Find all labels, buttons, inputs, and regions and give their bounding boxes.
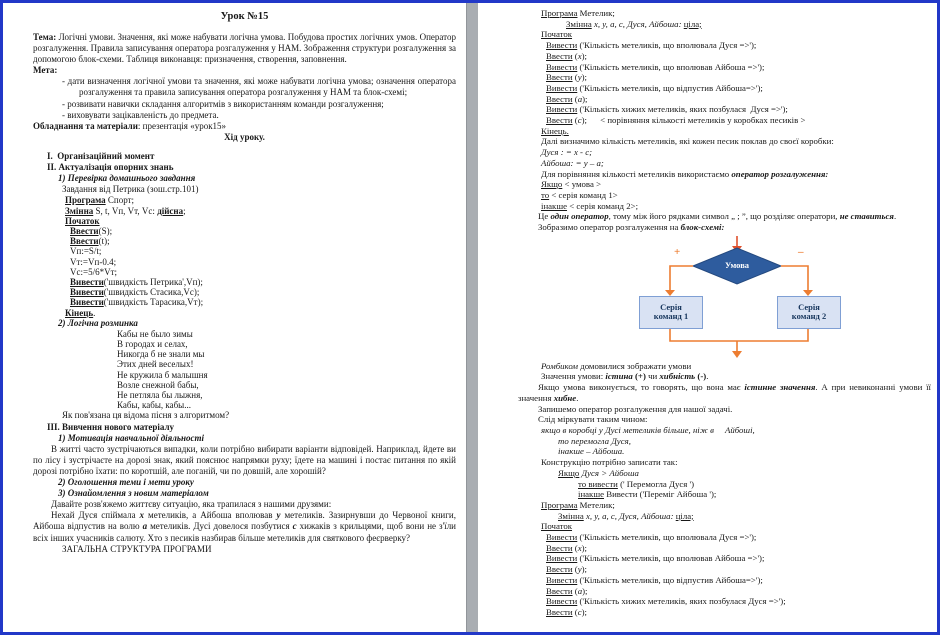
- text-segment: y: [577, 564, 582, 575]
- text-line: [518, 136, 931, 147]
- text-segment: y: [577, 72, 582, 83]
- text-line: [518, 446, 931, 457]
- text-segment: ('Кількість хижих метеликів, яких позбулася Дуся =>');: [577, 596, 786, 607]
- text-line: [518, 19, 931, 30]
- text-line: [518, 543, 931, 554]
- text-segment: S, t, Vп, Vт, Vс:: [93, 205, 158, 216]
- text-segment: Якщо: [541, 179, 563, 190]
- text-segment: інакше: [541, 200, 568, 211]
- text-segment: < серія команд 1>: [549, 189, 618, 200]
- text-line: [518, 169, 931, 180]
- text-segment: домовилися зображати умови: [578, 360, 692, 371]
- text-line: [518, 414, 931, 425]
- text-segment: Кабы, кабы, кабы...: [117, 400, 191, 411]
- structure-caption: [33, 544, 456, 555]
- text-segment: блок-схемі:: [680, 222, 725, 233]
- text-segment: ('Кількість метеликів, що вполював Айбоша =>');: [577, 61, 765, 72]
- text-line: [33, 297, 456, 307]
- text-segment: Кабы не было зимы: [117, 328, 193, 339]
- text-segment: Кінець.: [541, 125, 569, 136]
- subsection-heading: [33, 433, 456, 444]
- text-segment: (' Перемогла Дуся '): [617, 478, 695, 489]
- text-segment: );: [581, 606, 587, 617]
- text-segment: x, y, a, c, Дуся, Айбоша:: [591, 18, 684, 29]
- text-line: [33, 246, 456, 256]
- text-segment: 2) Логічна розминка: [58, 317, 138, 328]
- text-segment: то: [541, 189, 550, 200]
- text-segment: (: [572, 115, 578, 126]
- text-segment: Програма: [541, 499, 578, 510]
- text-line: [518, 521, 931, 532]
- text-segment: y: [276, 510, 281, 521]
- text-segment: 3) Ознайомлення з новим матеріалом: [58, 488, 209, 499]
- text-segment: ('Кількість метеликів, що вполював Айбоша =>');: [577, 553, 765, 564]
- text-segment: (t);: [98, 236, 110, 247]
- text-segment: (: [572, 564, 578, 575]
- text-line: [518, 126, 931, 137]
- false-branch-label: –: [798, 245, 804, 258]
- text-line: [518, 147, 931, 158]
- text-segment: Дуся : = x - c;: [541, 147, 593, 158]
- text-segment: a: [577, 93, 583, 104]
- text-segment: ('швидкість Тарасика,Vт);: [103, 297, 204, 308]
- text-segment: (: [572, 542, 578, 553]
- text-segment: Змінна: [566, 18, 592, 29]
- series-box-1: [639, 296, 703, 329]
- text-segment: Програма: [541, 8, 578, 18]
- text-segment: Це: [538, 211, 551, 222]
- text-segment: c: [577, 115, 582, 126]
- text-segment: Зобразимо оператор розгалуження на: [538, 222, 681, 233]
- lesson-title: [33, 9, 456, 24]
- text-segment: Ввести: [546, 50, 573, 61]
- text-segment: Змінна: [65, 205, 94, 216]
- goal-item: [33, 110, 456, 121]
- text-line: [518, 104, 931, 115]
- page-left: [3, 3, 466, 632]
- goal-item: [33, 76, 456, 98]
- text-segment: Хід уроку.: [224, 131, 265, 142]
- text-segment: (: [572, 93, 578, 104]
- text-line: [518, 361, 931, 372]
- text-segment: III. Вивчення нового матеріалу: [47, 421, 175, 432]
- text-segment: Для порівняння кількості метеликів використаємо: [541, 168, 732, 179]
- text-segment: Ввести: [546, 564, 573, 575]
- text-segment: дійсна: [157, 205, 184, 216]
- text-segment: ('Кількість метеликів, що відпустив Айбоша=>');: [577, 82, 763, 93]
- text-segment: );: [581, 564, 587, 575]
- text-line: [518, 29, 931, 40]
- text-segment: Нехай Дуся спіймала: [51, 510, 140, 521]
- text-line: [33, 499, 456, 510]
- text-line: [518, 596, 931, 607]
- text-segment: Возле снежной бабы,: [117, 379, 199, 390]
- text-segment: 1) Перевірка домашнього завдання: [58, 173, 196, 184]
- text-line: [518, 8, 931, 19]
- true-branch-line: [670, 266, 693, 291]
- text-line: [518, 62, 931, 73]
- goal-label: [33, 65, 456, 76]
- text-segment: );: [582, 585, 588, 596]
- text-line: [518, 371, 931, 382]
- text-segment: ('швидкість Петрика',Vп);: [103, 276, 203, 287]
- page-right-content-bottom: [518, 361, 931, 618]
- text-segment: .: [576, 392, 579, 403]
- text-segment: I. Організаційний момент: [47, 150, 155, 161]
- text-segment: Якщо умова виконується, то говорять, що вона має: [538, 382, 745, 393]
- text-segment: Урок №15: [220, 11, 269, 22]
- text-line: [518, 158, 931, 169]
- text-segment: < умова >: [562, 179, 602, 190]
- text-line: [518, 425, 931, 436]
- text-segment: II. Актуалізація опорних знань: [47, 162, 174, 173]
- text-line: [518, 83, 931, 94]
- subsection-heading: [33, 488, 456, 499]
- text-segment: Конструкцію потрібно записати так:: [541, 457, 678, 468]
- text-line: [33, 206, 456, 216]
- text-line: [518, 404, 931, 415]
- text-segment: Vт:=Vп-0.4;: [70, 256, 117, 267]
- series-box-1-label: Серія команд 1: [653, 301, 689, 322]
- text-segment: c: [577, 606, 582, 617]
- text-segment: Початок: [541, 29, 573, 40]
- text-segment: Ввести: [546, 93, 573, 104]
- text-line: [33, 510, 456, 543]
- text-segment: Ввести: [70, 236, 99, 247]
- text-segment: хижаків з крильцями, щоб вони не з'їли всіх інших учасників салюту. Хто з песиків назбирав більше метеликів для святкового феєрверку?: [33, 521, 456, 543]
- text-line: [518, 382, 931, 403]
- text-segment: a: [142, 521, 148, 532]
- text-segment: ('Кількість хижих метеликів, яких позбулася Дуся =>');: [577, 104, 788, 115]
- poem-line: [33, 400, 456, 410]
- text-line: [518, 575, 931, 586]
- text-segment: Этих дней веселых!: [117, 359, 194, 370]
- section-heading: [33, 151, 456, 162]
- text-segment: Обладнання та матеріали: [33, 120, 138, 131]
- text-line: [33, 257, 456, 267]
- text-segment: Ввести: [546, 542, 573, 553]
- text-segment: .: [93, 307, 96, 318]
- topic-paragraph: [33, 32, 456, 65]
- text-segment: Дуся > Айбоша: [579, 467, 639, 478]
- text-segment: Вивести ('Переміг Айбоша ');: [604, 489, 717, 500]
- text-line: [33, 24, 456, 32]
- text-segment: Ввести: [546, 115, 573, 126]
- text-line: [33, 226, 456, 236]
- text-line: [33, 236, 456, 246]
- text-line: [518, 468, 931, 479]
- text-line: [518, 115, 931, 126]
- text-segment: Метелик;: [577, 499, 615, 510]
- text-line: [518, 436, 931, 447]
- text-segment: Метелик;: [577, 8, 615, 18]
- text-segment: Значення умови:: [541, 371, 606, 382]
- text-segment: Vп:=S/t;: [70, 246, 102, 257]
- text-line: [518, 586, 931, 597]
- text-line: [518, 564, 931, 575]
- text-segment: якщо в коробці у Дусі метеликів більше, ніж в Айбоші,: [541, 424, 755, 435]
- text-segment: істина: [605, 371, 633, 382]
- text-segment: .: [706, 371, 709, 382]
- text-line: [518, 211, 931, 222]
- text-segment: Не кружила б малышня: [117, 369, 208, 380]
- text-segment: метеликів. Зазирнувши до Червоної книги, Айбоша відпустив на волю: [33, 510, 456, 532]
- text-segment: інакше: [578, 489, 605, 500]
- text-segment: Давайте розв'яжемо життєву ситуацію, яка трапилася з нашими друзями:: [51, 499, 332, 510]
- text-segment: Якщо: [558, 467, 580, 478]
- text-line: [33, 308, 456, 318]
- subsection-heading: [33, 173, 456, 184]
- page-right: [478, 3, 937, 632]
- text-segment: (+): [632, 371, 646, 382]
- text-segment: c: [292, 521, 297, 532]
- text-segment: Ввести: [546, 72, 573, 83]
- poem-line: [33, 349, 456, 359]
- text-line: [518, 532, 931, 543]
- text-line: [518, 222, 931, 233]
- text-segment: Мета:: [33, 65, 58, 76]
- true-branch-label: +: [674, 245, 681, 258]
- text-segment: ('Кількість метеликів, що вполювала Дуся =>');: [577, 532, 757, 543]
- text-segment: (: [572, 50, 578, 61]
- text-segment: то перемогла Дуся,: [558, 435, 631, 446]
- section-heading: [33, 162, 456, 173]
- text-segment: один оператор: [550, 211, 609, 222]
- text-segment: Айбоша: = y – a;: [541, 157, 604, 168]
- text-line: [518, 511, 931, 522]
- text-line: [518, 479, 931, 490]
- text-line: [518, 40, 931, 51]
- text-segment: Логічні умови. Значення, які може набувати логічна умова. Побудова простих логічних умов. Оператор розгалуження. Правила записування оператора розгалуження у НАМ. Зображення структури розгалуження за допомогою блок-схеми. Таблиця виконавця: призначення, створення, заповнення.: [33, 32, 456, 65]
- text-segment: Ввести: [70, 225, 99, 236]
- text-line: [518, 201, 931, 212]
- poem-line: [33, 390, 456, 400]
- text-segment: хибне: [553, 392, 577, 403]
- text-segment: Програма: [65, 195, 106, 206]
- text-segment: Vс:=5/6*Vт;: [70, 266, 118, 277]
- text-segment: a: [577, 585, 583, 596]
- text-segment: ); < порівняння кількості метеликів у коробках песиків >: [581, 115, 806, 126]
- poem-line: [33, 370, 456, 380]
- text-segment: Вивести: [546, 82, 578, 93]
- text-segment: метеликів, а Айбоша вполював: [144, 510, 277, 521]
- course-heading: [33, 132, 456, 143]
- text-segment: (-): [695, 371, 707, 382]
- text-segment: );: [581, 50, 587, 61]
- text-segment: - виховувати зацікавленість до предмета.: [62, 109, 219, 120]
- text-segment: (: [572, 606, 578, 617]
- text-segment: Вивести: [546, 104, 578, 115]
- text-segment: ('швидкість Стасика,Vс);: [103, 287, 200, 298]
- text-segment: Вивести: [546, 574, 578, 585]
- text-segment: x, y, a, c, Дуся, Айбоша:: [583, 510, 676, 521]
- equipment-line: [33, 121, 456, 132]
- subsection-heading: [33, 318, 456, 329]
- text-line: [518, 94, 931, 105]
- text-segment: Завдання від Петрика (зош.стр.101): [62, 184, 199, 195]
- poem-line: [33, 380, 456, 390]
- goal-item: [33, 99, 456, 110]
- section-heading: [33, 422, 456, 433]
- text-segment: ЗАГАЛЬНА СТРУКТУРА ПРОГРАМИ: [62, 543, 212, 554]
- text-segment: (S);: [98, 225, 113, 236]
- text-segment: Не петляла бы лыжня,: [117, 390, 203, 401]
- flowchart: [518, 235, 931, 359]
- text-line: [33, 143, 456, 151]
- text-line: [518, 51, 931, 62]
- text-segment: хибність: [659, 371, 696, 382]
- text-segment: інакше – Айбоша.: [558, 446, 625, 457]
- text-line: [33, 216, 456, 226]
- text-segment: Вивести: [546, 553, 578, 564]
- text-segment: x: [577, 50, 582, 61]
- poem-line: [33, 339, 456, 349]
- text-segment: ціла;: [683, 18, 702, 29]
- text-line: [33, 184, 456, 195]
- text-line: [33, 410, 456, 421]
- text-segment: Слід міркувати таким чином:: [538, 414, 648, 425]
- text-segment: ('Кількість метеликів, що вполювала Дуся =>');: [577, 40, 757, 51]
- subsection-heading: [33, 477, 456, 488]
- text-segment: 1) Мотивація навчальної діяльності: [58, 432, 205, 443]
- text-segment: Далі визначимо кількість метеликів, які кожен песик поклав до своєї коробки:: [541, 136, 834, 147]
- text-segment: < серія команд 2>;: [567, 200, 639, 211]
- exit-arrowhead: [732, 351, 742, 358]
- text-segment: Змінна: [558, 510, 584, 521]
- text-segment: Ввести: [546, 606, 573, 617]
- text-segment: В житті часто зустрічаються випадки, коли потрібно вибирати варіанти відповідей. Наприклад, йдете ви по лісу і зустрічаєте на дорозі знак, який пояснює напрямки руху; їдете на машині і постає питання по якій дорозі потрібно їхати: по коротшій, але поганій, чи по довшій, але хорошій?: [33, 443, 456, 476]
- text-segment: Запишемо оператор розгалуження для нашої задачі.: [538, 403, 733, 414]
- text-line: [33, 267, 456, 277]
- text-segment: істинне значення: [744, 382, 816, 393]
- text-segment: .: [893, 211, 897, 222]
- poem-line: [33, 359, 456, 369]
- text-line: [518, 190, 931, 201]
- text-line: [518, 553, 931, 564]
- text-segment: x: [139, 510, 145, 521]
- merge-line: [670, 328, 808, 341]
- text-line: [518, 179, 931, 190]
- text-segment: );: [581, 542, 587, 553]
- series-box-2: [777, 296, 841, 329]
- text-segment: ;: [183, 205, 186, 216]
- text-segment: Вивести: [546, 532, 578, 543]
- text-segment: Никогда б не знали мы: [117, 349, 205, 360]
- text-segment: Тема:: [33, 32, 59, 42]
- condition-diamond-label: Умова: [724, 259, 750, 270]
- text-segment: Спорт;: [105, 195, 135, 206]
- text-segment: оператор розгалуження:: [731, 168, 829, 179]
- poem-line: [33, 329, 456, 339]
- text-segment: (: [572, 585, 578, 596]
- text-line: [33, 287, 456, 297]
- text-segment: x: [577, 542, 582, 553]
- text-line: [518, 500, 931, 511]
- page-left-content: [33, 9, 456, 555]
- text-segment: Ввести: [546, 585, 573, 596]
- text-segment: Вивести: [70, 287, 104, 298]
- text-segment: Початок: [541, 521, 573, 532]
- text-segment: . А при невиконанні умови її значення: [518, 382, 932, 403]
- text-segment: (: [572, 72, 578, 83]
- text-segment: - розвивати навички складання алгоритмів з використанням команди розгалуження;: [62, 98, 384, 109]
- text-segment: Вивести: [546, 61, 578, 72]
- text-segment: ціла;: [675, 510, 694, 521]
- text-line: [33, 444, 456, 477]
- text-segment: );: [582, 93, 588, 104]
- page-right-content-top: [518, 8, 931, 233]
- text-segment: ('Кількість метеликів, що відпустив Айбоша=>');: [577, 574, 763, 585]
- text-segment: Як пов'язана ця відома пісня з алгоритмом?: [62, 410, 230, 421]
- text-segment: Вивести: [70, 297, 104, 308]
- text-segment: );: [581, 72, 587, 83]
- text-segment: Початок: [65, 215, 100, 226]
- false-branch-line: [781, 266, 808, 291]
- text-segment: : презентація «урок15»: [137, 120, 227, 131]
- text-line: [518, 457, 931, 468]
- text-line: [518, 72, 931, 83]
- text-line: [518, 489, 931, 500]
- text-segment: Вивести: [70, 276, 104, 287]
- text-segment: чи: [645, 371, 660, 382]
- text-segment: Вивести: [546, 596, 578, 607]
- text-line: [33, 195, 456, 205]
- text-segment: - дати визначення логічної умови та значення, які може набувати логічна умова; означення оператора розгалуження та правила записування оператора розгалуження у НАМ та блок-схемі;: [62, 76, 456, 98]
- text-segment: Ромбиком: [541, 360, 579, 371]
- text-segment: В городах и селах,: [117, 339, 188, 350]
- flowchart-connectors: [518, 235, 931, 359]
- text-segment: Кінець: [65, 307, 94, 318]
- text-segment: 2) Оголошення теми і мети уроку: [58, 477, 194, 488]
- series-box-2-label: Серія команд 2: [791, 301, 827, 322]
- text-segment: , тому між його рядками символ „ ; ”, що розділяє оператори,: [608, 211, 840, 222]
- text-segment: не ставиться: [839, 211, 894, 222]
- text-segment: то вивести: [578, 478, 618, 489]
- text-segment: метеликів. Дусі довелося позбутися: [147, 521, 293, 532]
- text-segment: Вивести: [546, 40, 578, 51]
- text-line: [33, 277, 456, 287]
- text-line: [518, 607, 931, 618]
